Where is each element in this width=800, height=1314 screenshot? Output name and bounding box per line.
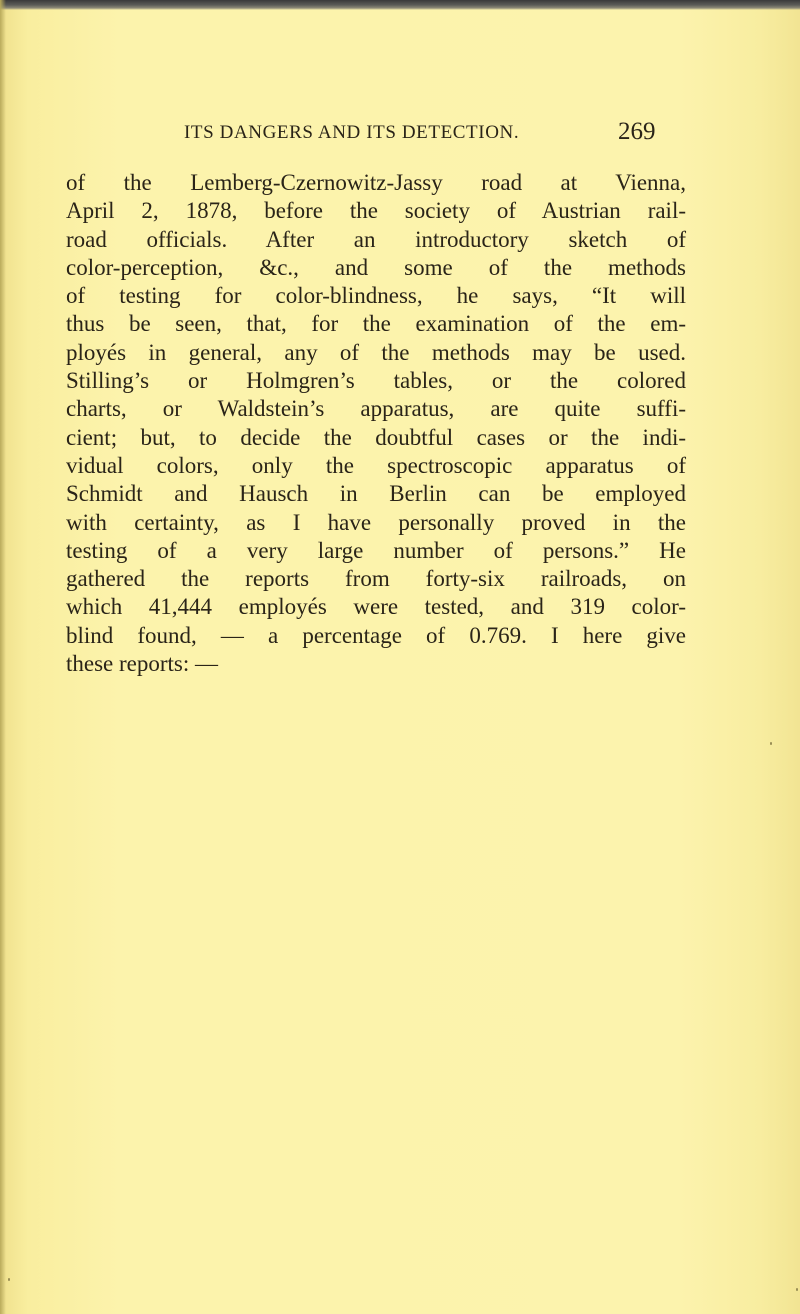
text-line: vidual colors, only the spectroscopic apparatus of (66, 452, 686, 478)
text-line: with certainty, as I have personally proved in the (66, 509, 686, 535)
text-line: which 41,444 employés were tested, and 319 color- (66, 594, 686, 620)
paper-speck (8, 1278, 10, 1281)
paper-speck (796, 1288, 798, 1291)
page-top-edge (0, 0, 800, 10)
text-line: testing of a very large number of persons.” He (66, 537, 686, 563)
text-line: cient; but, to decide the doubtful cases or the indi- (66, 424, 686, 450)
running-title: ITS DANGERS AND ITS DETECTION. (184, 122, 520, 143)
text-line: blind found, — a percentage of 0.769. I here give (66, 622, 686, 648)
page-binding-edge (0, 0, 6, 1314)
running-head (0, 118, 800, 154)
text-line: Schmidt and Hausch in Berlin can be employed (66, 481, 686, 507)
text-line: these reports: — (66, 651, 219, 677)
text-line: charts, or Waldstein’s apparatus, are quite suffi- (66, 396, 686, 422)
text-line: April 2, 1878, before the society of Austrian rail- (66, 198, 686, 224)
text-line: color-perception, &c., and some of the methods (66, 254, 686, 280)
body-paragraph (66, 169, 686, 678)
text-line: of the Lemberg-Czernowitz-Jassy road at Vienna, (66, 170, 686, 195)
page-number: 269 (618, 118, 656, 145)
paper-speck (770, 742, 772, 745)
text-line: ployés in general, any of the methods may be used. (66, 339, 686, 365)
text-line: thus be seen, that, for the examination of the em- (66, 311, 686, 337)
text-line: gathered the reports from forty-six railroads, on (66, 566, 686, 592)
text-line: road officials. After an introductory sketch of (66, 226, 686, 252)
text-line: of testing for color-blindness, he says, “It will (66, 283, 686, 309)
text-line: Stilling’s or Holmgren’s tables, or the colored (66, 368, 686, 394)
